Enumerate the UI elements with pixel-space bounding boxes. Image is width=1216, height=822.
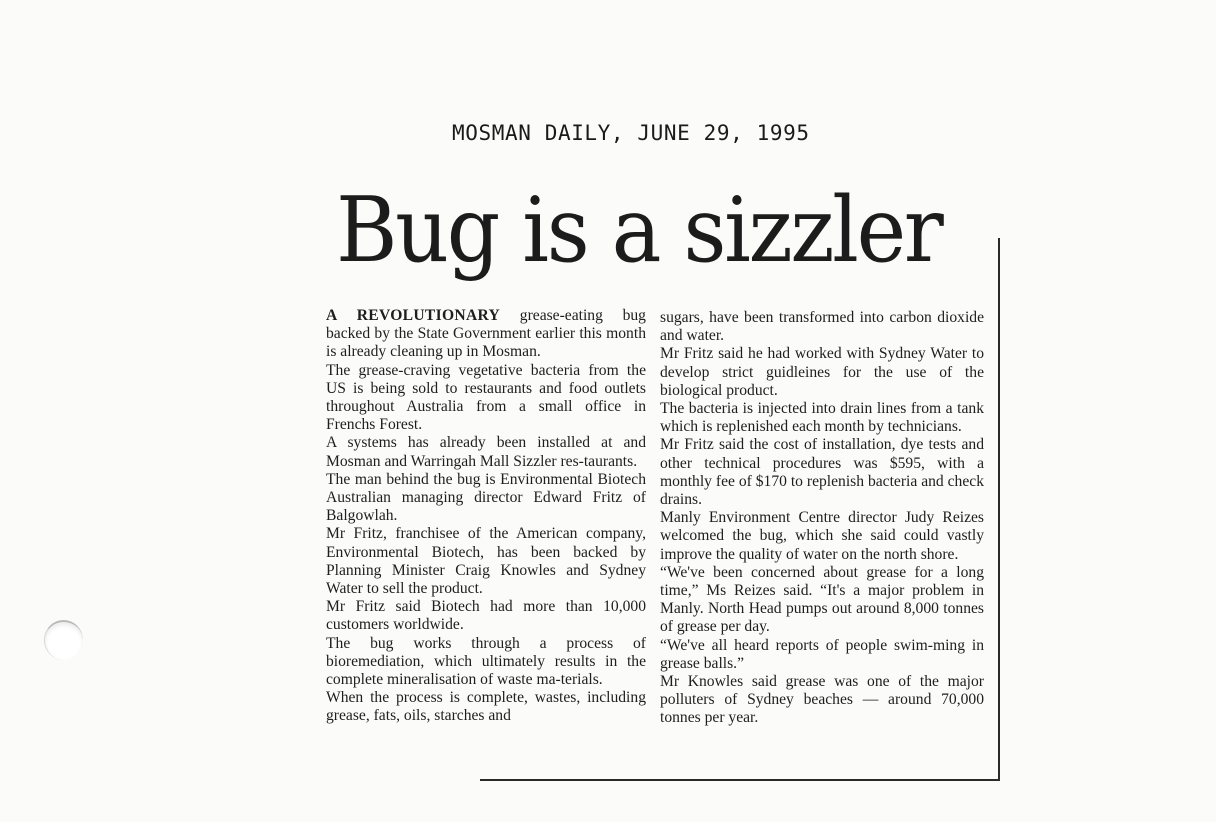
- paragraph: Mr Fritz said Biotech had more than 10,000 customers worldwide.: [326, 598, 646, 634]
- lead-text: grease-eating bug backed by the State Government earlier this month is already cleaning up in Mosman.: [326, 307, 646, 361]
- paragraph: Mr Knowles said grease was one of the major polluters of Sydney beaches — around 70,000 tonnes per year.: [660, 673, 984, 727]
- column-rule-right: [998, 238, 1000, 780]
- paragraph: “We've been concerned about grease for a long time,” Ms Reizes said. “It's a major problem in Manly. North Head pumps out around 8,000 tonnes of grease per day.: [660, 563, 984, 636]
- paragraph: A systems has already been installed at and Mosman and Warringah Mall Sizzler res-taurants.: [326, 434, 646, 470]
- paragraph: Mr Fritz said the cost of installation, dye tests and other technical procedures was $595, with a monthly fee of $170 to replenish bacteria and check drains.: [660, 436, 984, 509]
- paragraph: The grease-craving vegetative bacteria from the US is being sold to restaurants and food outlets throughout Australia from a small office in Frenchs Forest.: [326, 361, 646, 434]
- paragraph: “We've all heard reports of people swim-ming in grease balls.”: [660, 636, 984, 672]
- lead-caps: A REVOLUTIONARY: [326, 307, 501, 324]
- paragraph: The bug works through a process of bioremediation, which ultimately results in the complete mineralisation of waste ma-terials.: [326, 634, 646, 689]
- headline: Bug is a sizzler: [336, 178, 942, 283]
- article-column-left: [326, 307, 646, 726]
- paragraph: When the process is complete, wastes, including grease, fats, oils, starches and: [326, 689, 646, 725]
- paragraph: Manly Environment Centre director Judy Reizes welcomed the bug, which she said could vastly improve the quality of water on the north shore.: [660, 509, 984, 563]
- punch-hole: [44, 620, 83, 660]
- paragraph: Mr Fritz said he had worked with Sydney Water to develop strict guidleines for the use of the biological product.: [660, 345, 984, 399]
- lead-paragraph: [326, 307, 646, 362]
- paragraph: The bacteria is injected into drain lines from a tank which is replenished each month by technicians.: [660, 400, 984, 436]
- paragraph: Mr Fritz, franchisee of the American company, Environmental Biotech, has been backed by Planning Minister Craig Knowles and Sydney Water to sell the product.: [326, 525, 646, 598]
- paragraph: sugars, have been transformed into carbon dioxide and water.: [660, 309, 984, 345]
- dateline: MOSMAN DAILY, JUNE 29, 1995: [452, 121, 810, 145]
- column-rule-bottom: [480, 779, 1000, 781]
- paragraph: The man behind the bug is Environmental Biotech Australian managing director Edward Fritz of Balgowlah.: [326, 470, 646, 525]
- article-column-right: [660, 309, 984, 728]
